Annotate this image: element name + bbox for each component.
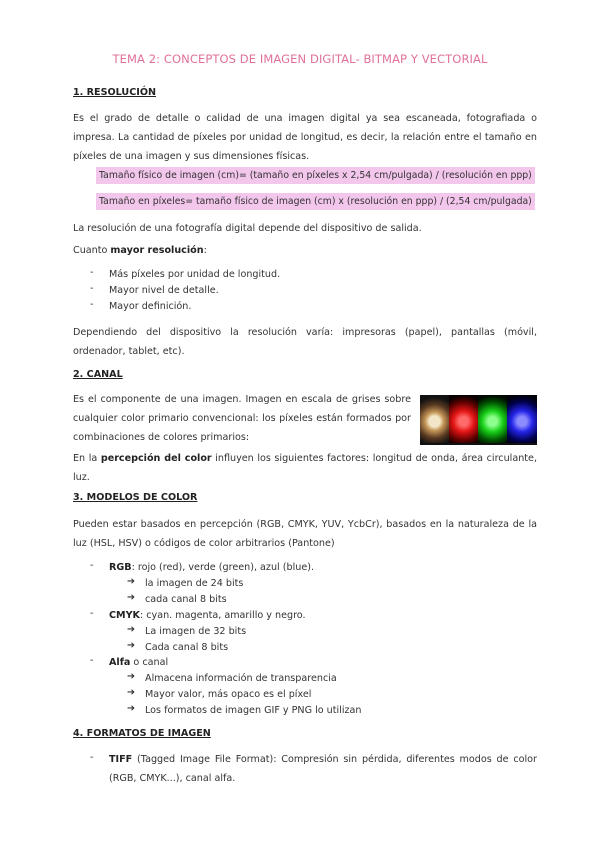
paragraph-canal-definition: Es el componente de una imagen. Imagen en escala de grises sobre cualquier color primario convencional: los píxeles están formados por combinaciones de colores primarios: xyxy=(73,394,411,443)
bold-term: TIFF xyxy=(109,754,133,765)
formula-tamano-pixeles: Tamaño en píxeles= tamaño físico de imagen (cm) x (resolución en ppp) / (2,54 cm/pulgada) xyxy=(96,193,535,210)
sub-list-item: cada canal 8 bits xyxy=(145,594,227,605)
dash-bullet: - xyxy=(90,299,94,310)
channel-red xyxy=(449,395,478,443)
paragraph-resolucion-definition: Es el grado de detalle o calidad de una imagen digital ya sea escaneada, fotografiada o impresa. La cantidad de píxeles por unidad de longitud, es decir, la relación entre el tamaño en píxeles de una imagen y sus dimensiones físicas. xyxy=(73,113,537,162)
channel-color xyxy=(420,395,449,443)
paragraph-dispositivo-salida: La resolución de una fotografía digital depende del dispositivo de salida. xyxy=(73,223,422,234)
sub-list-item: Los formatos de imagen GIF y PNG lo utilizan xyxy=(145,705,362,716)
text-run: : rojo (red), verde (green), azul (blue). xyxy=(131,562,315,573)
list-item-rgb xyxy=(109,560,314,575)
channel-green xyxy=(478,395,507,443)
paragraph-percepcion-color xyxy=(73,449,537,487)
dash-bullet: - xyxy=(90,655,94,666)
channel-blue xyxy=(507,395,537,443)
dash-bullet: - xyxy=(90,283,94,294)
arrow-right-icon: ➔ xyxy=(127,592,136,603)
paragraph-mayor-resolucion xyxy=(73,241,537,260)
list-item-tiff xyxy=(109,750,537,788)
heading-formatos-imagen: 4. FORMATOS DE IMAGEN xyxy=(73,728,211,739)
bold-term: mayor resolución xyxy=(110,245,204,256)
list-item: Más píxeles por unidad de longitud. xyxy=(109,269,281,280)
bold-term: RGB xyxy=(109,562,132,573)
arrow-right-icon: ➔ xyxy=(127,624,136,635)
heading-resolucion: 1. RESOLUCIÓN xyxy=(73,87,157,98)
text-run: : cyan. magenta, amarillo y negro. xyxy=(139,610,306,621)
sub-list-item: La imagen de 32 bits xyxy=(145,626,247,637)
rgb-channels-image xyxy=(420,395,537,445)
list-item-cmyk xyxy=(109,608,306,623)
text-run: En la xyxy=(73,453,101,464)
bold-term: Alfa xyxy=(109,657,131,668)
sub-list-item: la imagen de 24 bits xyxy=(145,578,244,589)
text-run: influyen los siguientes factores: longitud de onda, área circulante, luz. xyxy=(73,453,537,483)
text-run: Cuanto xyxy=(73,245,111,256)
list-item: Mayor nivel de detalle. xyxy=(109,285,219,296)
arrow-right-icon: ➔ xyxy=(127,703,136,714)
arrow-right-icon: ➔ xyxy=(127,640,136,651)
list-item-alfa xyxy=(109,655,168,670)
dash-bullet: - xyxy=(90,608,94,619)
sub-list-item: Mayor valor, más opaco es el píxel xyxy=(145,689,312,700)
text-run: o canal xyxy=(130,657,169,668)
arrow-right-icon: ➔ xyxy=(127,671,136,682)
dash-bullet: - xyxy=(90,752,94,763)
paragraph-modelos-color: Pueden estar basados en percepción (RGB, CMYK, YUV, YcbCr), basados en la naturaleza de la luz (HSL, HSV) o códigos de color arbitrarios (Pantone) xyxy=(73,519,537,549)
bold-term: percepción del color xyxy=(100,453,212,464)
arrow-right-icon: ➔ xyxy=(127,576,136,587)
list-item: Mayor definición. xyxy=(109,301,192,312)
dash-bullet: - xyxy=(90,560,94,571)
dash-bullet: - xyxy=(90,267,94,278)
arrow-right-icon: ➔ xyxy=(127,687,136,698)
text-run: (Tagged Image File Format): Compresión sin pérdida, diferentes modos de color (RGB, CMYK...), canal alfa. xyxy=(109,754,537,784)
paragraph-dispositivo-varia: Dependiendo del dispositivo la resolución varía: impresoras (papel), pantallas (móvil, ordenador, tablet, etc). xyxy=(73,327,537,357)
text-run: : xyxy=(203,245,207,256)
bold-term: CMYK xyxy=(109,610,140,621)
formula-tamano-fisico: Tamaño físico de imagen (cm)= (tamaño en píxeles x 2,54 cm/pulgada) / (resolución en ppp) xyxy=(96,167,535,184)
heading-modelos-color: 3. MODELOS DE COLOR xyxy=(73,492,198,503)
sub-list-item: Almacena información de transparencia xyxy=(145,673,337,684)
sub-list-item: Cada canal 8 bits xyxy=(145,642,229,653)
heading-canal: 2. CANAL xyxy=(73,369,123,380)
page-title: TEMA 2: CONCEPTOS DE IMAGEN DIGITAL- BITMAP Y VECTORIAL xyxy=(112,52,488,66)
